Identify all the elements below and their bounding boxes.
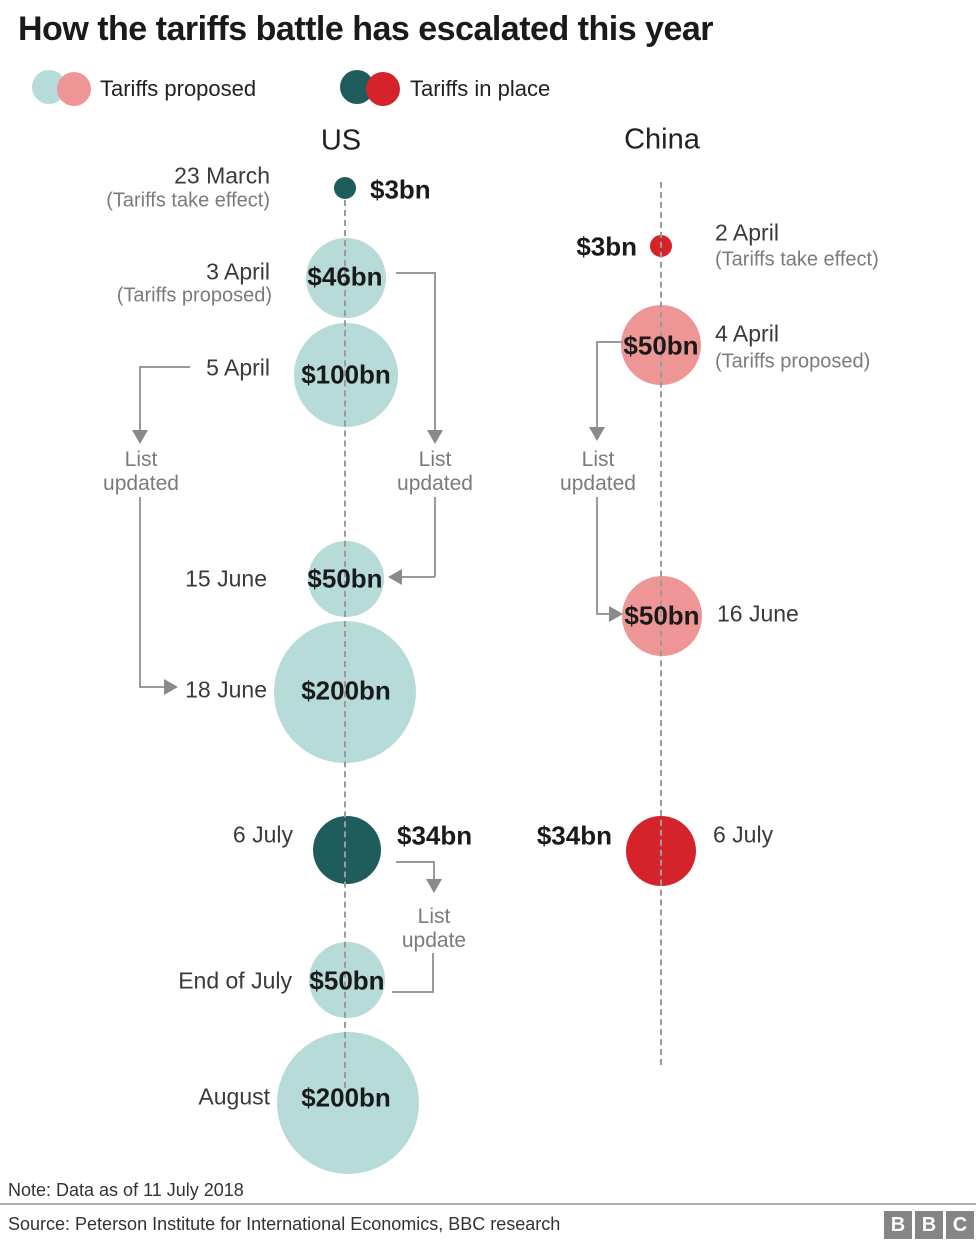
arrow-right-icon [164,679,178,695]
arrow-down-icon [589,427,605,441]
value-us-5-april: $100bn [301,359,391,390]
connector-china-v1 [596,341,598,427]
value-us-18-june: $200bn [301,675,391,706]
date-us-23-march: 23 March [174,162,270,189]
value-us-15-june: $50bn [307,563,383,594]
date-us-august: August [198,1083,270,1110]
arrow-down-icon [426,879,442,893]
us-column-header: US [320,124,362,157]
us-timeline-axis [344,200,346,1088]
connector-china-v2 [596,497,598,615]
connector-us-bottom-h2 [392,991,434,993]
legend-inplace-china-swatch [366,72,400,106]
bubble-us-6-july [313,816,381,884]
subnote-china-2-april: (Tariffs take effect) [715,248,879,271]
value-china-6-july: $34bn [536,820,612,851]
subnote-us-3-april: (Tariffs proposed) [116,284,272,307]
connector-us-bottom-h1 [396,861,435,863]
date-us-6-july: 6 July [232,821,293,848]
list-updated-label-us-right: List updated [397,448,473,495]
bubble-us-23-march [334,177,356,199]
date-us-3-april: 3 April [206,258,270,285]
value-us-end-of-july: $50bn [309,965,385,996]
connector-us-left-v2 [139,497,141,688]
page-title: How the tariffs battle has escalated this year [18,10,714,48]
list-updated-label-us-left: List updated [103,448,179,495]
arrow-left-icon [388,569,402,585]
date-china-2-april: 2 April [715,219,779,246]
connector-us-left-v1 [139,366,141,430]
source-text: Source: Peterson Institute for International Economics, BBC research [8,1214,561,1234]
value-china-4-april: $50bn [623,330,699,361]
connector-us-right-v2 [434,497,436,577]
value-us-august: $200bn [301,1082,391,1113]
list-updated-label-china: List updated [560,448,636,495]
subnote-china-4-april: (Tariffs proposed) [715,350,871,373]
connector-china-h2 [596,613,610,615]
connector-us-left-h1 [140,366,190,368]
legend-proposed-china-swatch [57,72,91,106]
bbc-logo-block: B [915,1211,943,1239]
connector-us-right-h1 [396,272,436,274]
value-us-3-april: $46bn [307,261,383,292]
value-china-16-june: $50bn [624,600,700,631]
connector-us-right-v1 [434,272,436,430]
list-update-label-us-bottom: List update [401,905,467,952]
connector-us-right-h2 [401,576,435,578]
arrow-down-icon [427,430,443,444]
connector-us-bottom-v1 [433,861,435,879]
value-us-23-march: $3bn [370,174,431,205]
china-column-header: China [624,123,700,156]
date-us-end-of-july: End of July [178,967,292,994]
arrow-down-icon [132,430,148,444]
date-us-18-june: 18 June [185,676,267,703]
legend-inplace-label: Tariffs in place [410,76,551,101]
note-text: Note: Data as of 11 July 2018 [8,1180,244,1200]
date-us-15-june: 15 June [185,565,267,592]
date-us-5-april: 5 April [206,354,270,381]
bbc-logo-block: C [946,1211,974,1239]
date-china-6-july: 6 July [713,821,774,848]
connector-us-bottom-v2 [432,953,434,993]
date-china-4-april: 4 April [715,320,779,347]
connector-china-h1 [597,341,623,343]
legend-proposed-label: Tariffs proposed [100,76,257,101]
footer-divider [0,1203,976,1205]
subnote-us-23-march: (Tariffs take effect) [106,189,270,212]
value-china-2-april: $3bn [576,231,637,262]
date-china-16-june: 16 June [717,600,799,627]
connector-us-left-h2 [139,686,165,688]
bbc-logo-block: B [884,1211,912,1239]
arrow-right-icon [609,606,623,622]
value-us-6-july: $34bn [397,820,473,851]
